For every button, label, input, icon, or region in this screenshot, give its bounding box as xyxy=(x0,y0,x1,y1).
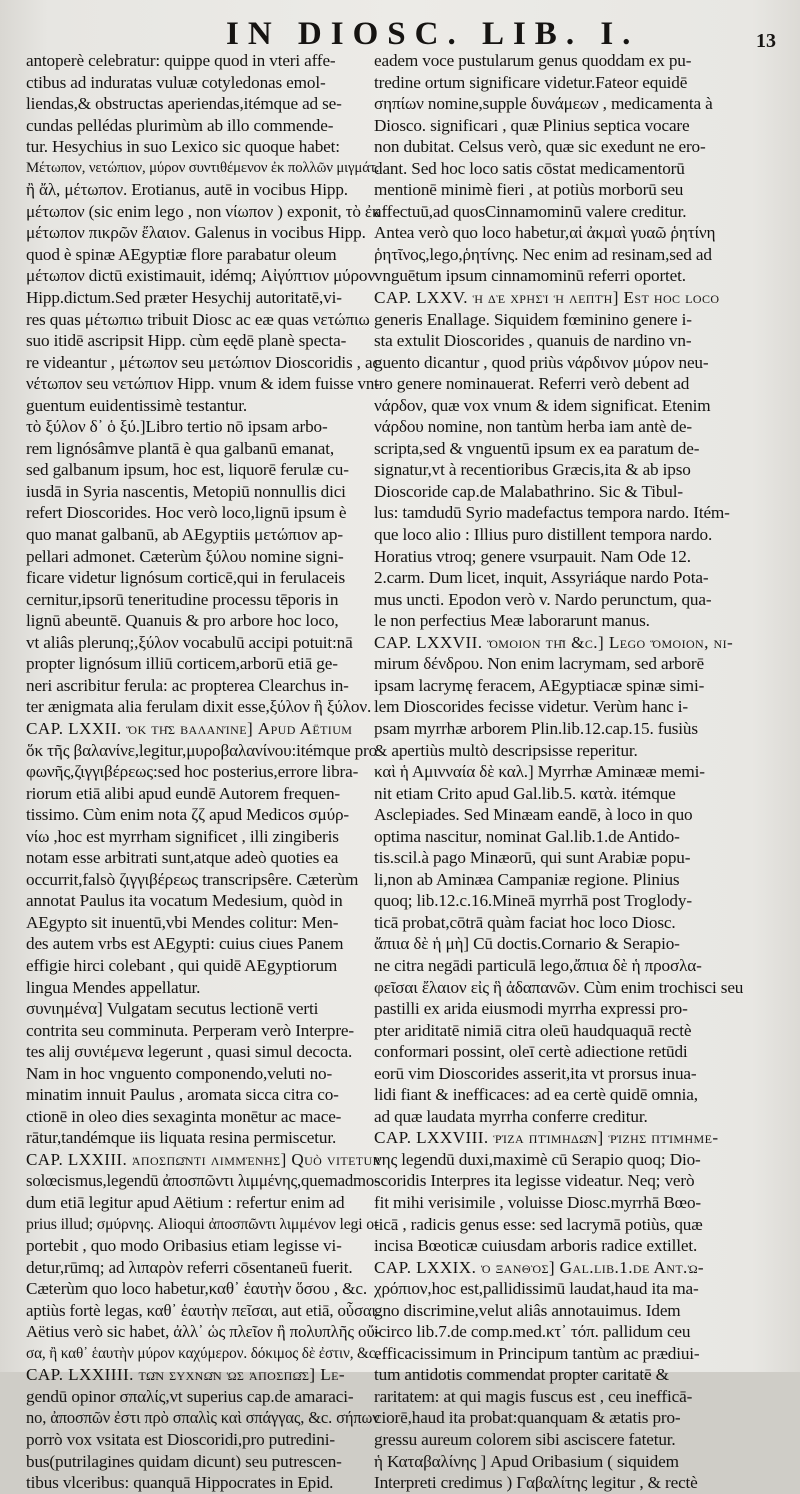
text-line: eorū vim Dioscorides asserit,ita vt prorsus inua- xyxy=(374,1063,697,1083)
text-line: Hipp.dictum.Sed præter Hesychij autoritatē,vi- xyxy=(26,288,342,308)
text-line: quod è spinæ AEgyptiæ flore parabatur oleum xyxy=(26,244,337,264)
text-line: ad quæ laudata myrrha conferre creditur. xyxy=(374,1106,648,1126)
text-line: quo manat galbanū, ab AEgyptiis μετώπιον ap- xyxy=(26,525,343,545)
text-line: AEgypto sit inuentū,vbi Mendes colitur: Men- xyxy=(26,912,339,932)
text-line: guentum euidentissimè testantur. xyxy=(26,395,247,415)
text-line: pter ariditatē nimiā citra oleū haudquaquā rectè xyxy=(374,1020,692,1040)
running-head: IN DIOSC. LIB. I. xyxy=(226,16,640,52)
text-line: porrò vox vsitata est Dioscoridi,pro putredini- xyxy=(26,1430,335,1449)
text-line: sed galbanum ipsum, hoc est, liquorē ferulæ cu- xyxy=(26,460,349,480)
text-line: ctionē in oleo dies sexaginta monētur ac mace- xyxy=(26,1106,342,1126)
page-number: 13 xyxy=(756,30,776,52)
text-line: Cæterùm quo loco habetur,καθ᾽ ἑαυτὴν ὅσου , &c. xyxy=(26,1279,367,1299)
text-line: CAP. LXXVII. ὅμοιον τῇ &c.] Lego ὅμοιον, ni- xyxy=(374,632,734,652)
text-line: νάρδον, quæ vox vnum & idem significat. Etenim xyxy=(374,395,711,415)
text-line: fit mihi verisimile , voluisse Diosc.myrrhā Bœo- xyxy=(374,1192,701,1212)
text-line: ter ænigmata alia ferulam dixit esse,ξύλον ἢ ξύλον. xyxy=(26,697,372,717)
text-line: 2.carm. Dum licet, inquit, Assyriáque nardo Pota- xyxy=(374,568,709,588)
text-line: conformari possint, oleī certè adiectione retūdi xyxy=(374,1042,688,1062)
text-line: CAP. LXXII. ὅκ τῆς βαλανίνε] Apud Aëtium xyxy=(26,718,353,738)
text-line: gendū opinor σπαλίς,vt superius cap.de amaraci- xyxy=(26,1386,354,1406)
text-line: re videantur , μέτωπον seu μετώπιον Dioscoridis , ac xyxy=(26,352,380,372)
text-line: pellari admonet. Cæterùm ξύλου nomine signi- xyxy=(26,546,344,566)
text-line: psam myrrhæ arborem Plin.lib.12.cap.15. fusiùs xyxy=(374,718,698,738)
text-line: cundas pellédas plurimùm ab illo commende- xyxy=(26,115,334,135)
text-line: συνιημένα] Vulgatam secutus lectionē verti xyxy=(26,999,319,1019)
text-line: no, ἀποσπῶν ἐστι πρὸ σπαλὶς καὶ σπάγγας, &c. σήπων xyxy=(26,1408,380,1428)
text-line: lingua Mendes appellatur. xyxy=(26,977,201,997)
text-line: mus uncti. Epodon verò v. Nardo perunctum, qua- xyxy=(374,589,712,609)
text-line: mentionē minimè fieri , at potiùs morborū seu xyxy=(374,180,684,200)
text-line: res quas μέτωπιω tribuit Diosc ac eæ quas νετώπιω xyxy=(26,309,370,329)
text-line: tes alij συνιέμενα legerunt , quasi simul decocta. xyxy=(26,1042,353,1062)
right-text-column xyxy=(374,50,788,1493)
text-line: suo itidē ascripsit Hipp. cùm eędē planè specta- xyxy=(26,331,347,351)
text-line: Diosco. significari , quæ Plinius septica vocare xyxy=(374,115,690,135)
text-line: lus: tamdudū Syrio madefactus tempora nardo. Itém- xyxy=(374,503,730,523)
text-line: mirum δένδρου. Non enim lacrymam, sed arborē xyxy=(374,654,704,674)
text-line: bus(putrilagines quidam dicunt) seu putrescen- xyxy=(26,1451,342,1471)
text-line: ἢ ἄλ, μέτωπον. Erotianus, autē in vocibus Hipp. xyxy=(26,180,348,200)
text-line: liendas,& obstructas aperiendas,itémque ad se- xyxy=(26,94,342,114)
text-line: portebit , quo modo Oribasius etiam legisse vi- xyxy=(26,1236,342,1256)
text-line: quoq; lib.12.c.16.Mineā myrrhā post Troglody- xyxy=(374,891,692,911)
text-line: pastilli ex arida eiusmodi myrrha expressi pro- xyxy=(374,999,688,1019)
text-line: Antea verò quo loco habetur,αἱ ἀκμαὶ γυαῶ ῥητίνη xyxy=(374,223,716,243)
text-line: li,non ab Aminæa Campaniæ regione. Plinius xyxy=(374,869,680,889)
text-line: rātur,tandémque iis liquata resina permiscetur. xyxy=(26,1128,337,1148)
text-line: CAP. LXXV. ἡ δὲ χρησὶ ἡ λεπτή] Est hoc loco xyxy=(374,288,720,308)
text-line: gressu aureum colorem sibi ascisc​ere fatetur. xyxy=(374,1430,676,1449)
text-line: Asclepiades. Sed Minæam eandē, à loco in quo xyxy=(374,805,693,825)
text-line: occurrit,falsò ζιγγιβέρεως transcripsêre. Cæterùm xyxy=(26,869,359,889)
text-line: optima nascitur, nominat Gal.lib.1.de Antido- xyxy=(374,826,680,846)
text-line: tis.scil.à pago Minæorū, qui sunt Arabiæ popu- xyxy=(374,848,691,868)
text-line: sta extulit Dioscorides , quanuis de nardino vn- xyxy=(374,331,692,351)
text-line: dant. Sed hoc loco satis cōstat medicamentorū xyxy=(374,158,685,178)
text-line: Interpreti credimus ) Γαβαλίτης legitur , & rectè xyxy=(374,1473,698,1493)
text-line: χρόπιον,hoc est,pallidissimū laudat,haud ita ma- xyxy=(374,1279,699,1299)
text-line: lidi fiant & inefficaces: ad ea certè quidē omnia, xyxy=(374,1085,698,1105)
text-line: CAP. LXXVIII. ῥίζα πτίμηδῶν] ῥίζης πτίμημε- xyxy=(374,1128,719,1148)
text-line: detur,rūmq; ad λιπαρὸν referri cōsentaneū fuerit. xyxy=(26,1257,353,1277)
text-line: ciorē,haud ita probat:quanquam & ætatis pro- xyxy=(374,1408,681,1428)
text-line: σα, ἢ καθ᾽ ἑαυτὴν μύρον καχύμερον. δόκιμος δὲ ἐστιν, &c. xyxy=(26,1344,380,1362)
text-line: καὶ ἡ Αμινναία δὲ καλ.] Myrrhæ Aminææ memi- xyxy=(374,762,705,782)
text-line: μέτωπον πικρῶν ἔλαιον. Galenus in vocibus Hipp. xyxy=(26,223,366,243)
text-line: raritatem: at qui magis fuscus est , ceu inefficā- xyxy=(374,1386,693,1406)
text-line: aptiùs fortè legas, καθ᾽ ἑαυτὴν πεῖσαι, aut etiā, οὗσαι. xyxy=(26,1300,381,1320)
text-line: contrita seu comminuta. Perperam verò Interpre- xyxy=(26,1020,354,1040)
text-line: propter lignósum illiū corticem,arborū etiā ge- xyxy=(26,654,338,674)
left-text-column xyxy=(26,50,382,1493)
text-line: μέτωπον (sic enim lego , non νίωπον ) exponit, τὸ ἐκ xyxy=(26,201,381,221)
text-line: guento dicantur , quod priùs νάρδινον μύρον neu- xyxy=(374,352,709,372)
text-line: tro genere nominauerat. Referri verò debent ad xyxy=(374,374,690,394)
text-line: neri ascribitur ferula: ac propterea Clearchus in- xyxy=(26,675,349,695)
text-line: annotat Paulus ita vocatum Medesium, quòd in xyxy=(26,891,343,911)
text-line: Μέτωπον, νετώπιον, μύρον συντιθέμενον ἐκ πολλῶν μιγμάτ. xyxy=(26,159,380,176)
text-line: minatim innuit Paulus , aromata sicca citra co- xyxy=(26,1085,339,1105)
text-line: lignū abeuntē. Quanuis & pro arbore hoc loco, xyxy=(26,611,339,631)
text-line: ticā , radicis genus esse: sed lacrymā potiùs, quæ xyxy=(374,1214,703,1234)
text-line: nit etiam Crito apud Gal.lib.5. κατὰ. itémque xyxy=(374,783,676,803)
text-line: ipsam lacrymę feracem, AEgyptiacæ spinæ simi- xyxy=(374,675,705,695)
text-line: ctibus ad induratas vuluæ cotyledonas emol- xyxy=(26,72,326,92)
text-line: ῥητῖνος,lego,ῥητίνης. Nec enim ad resinam,sed ad xyxy=(374,244,712,264)
text-line: efficacissimum in Principum tantùm ac prædiui- xyxy=(374,1343,700,1363)
text-line: le non perfectius Meæ laborarunt manus. xyxy=(374,611,650,631)
text-line: riorum etiā alibi apud eundē Autorem frequen- xyxy=(26,783,340,803)
text-line: tibus vlceribus: quanquā Hippocrates in Epid. xyxy=(26,1473,334,1493)
text-line: νης legendū duxi,maximè cū Serapio quoq; Dio- xyxy=(374,1149,701,1169)
text-line: φωνῆς,ζιγγιβέρεως:sed hoc posterius,errore libra- xyxy=(26,762,359,782)
text-line: iusdā in Syria nascentis, Metopiū nonnullis dici xyxy=(26,481,346,501)
text-line: non dubitat. Celsus verò, quæ sic exedunt ne ero- xyxy=(374,137,706,157)
text-line: Aëtius verò sic habet, ἀλλ᾽ ὡς πλεῖον ἢ πολυπλῆς οὔ- xyxy=(26,1322,381,1342)
text-line: notam esse arbitrati sunt,atque adeò quoties ea xyxy=(26,848,339,868)
text-line: Dioscoride cap.de Malabathrino. Sic & Tibul- xyxy=(374,481,683,501)
text-line: vnguētum ipsum cinnamominū referri oportet. xyxy=(374,266,686,286)
text-line: ne citra negādi particulā lego,ἄπιια δὲ ἡ προσλα- xyxy=(374,955,702,975)
text-line: generis Enallage. Siquidem fœminino genere i- xyxy=(374,309,692,329)
text-line: νέτωπον seu νετώπιον Hipp. vnum & idem fuisse vn- xyxy=(26,374,380,394)
text-line: & apertiùs multò descripsisse reperitur. xyxy=(374,740,638,760)
text-line: CAP. LXXIII. ἀποσπῶντι λιμμένης] Quò vitetur xyxy=(26,1149,382,1169)
text-line: tredine ortum significare videtur.Fateor equidē xyxy=(374,72,688,92)
text-line: CAP. LXXIIII. τῶν συχνῶν ὡς ἀποσπῶς] Le- xyxy=(26,1365,345,1385)
text-line: φεῖσαι ἔλαιον εἰς ἣ ἀδαπανῶν. Cùm enim trochisci seu xyxy=(374,977,744,997)
text-line: ticā probat,cōtrā quàm faciat hoc loco Diosc. xyxy=(374,912,676,932)
text-line: Horatius vtroq; genere vsurpauit. Nam Ode 12. xyxy=(374,546,691,566)
text-line: effigie hirci colebant , qui quidē AEgyptiorum xyxy=(26,955,338,975)
text-line: des autem vrbs est AEgypti: cuius ciues Panem xyxy=(26,934,344,954)
text-line: rem lignósâmve plantā è qua galbanū emanat, xyxy=(26,438,335,458)
text-line: eadem voce pustularum genus quoddam ex pu- xyxy=(374,51,692,70)
text-line: cernitur,ipsorū teneritudine processu tēporis in xyxy=(26,589,339,609)
text-line: signatur,vt à recentioribus Græcis,ita & ab ipso xyxy=(374,460,691,480)
text-line: tissimo. Cùm enim nota ζζ apud Medicos σμύρ- xyxy=(26,805,349,825)
text-line: νάρδου nomine, non tantùm herba iam antè de- xyxy=(374,417,692,437)
text-line: incisa Bœoticæ cuiusdam arboris radice extillet. xyxy=(374,1236,698,1256)
text-line: lem Dioscorides fecisse videtur. Verùm hanc i- xyxy=(374,697,689,717)
text-line: scoridis Interpres ita legisse videatur. Neq; verò xyxy=(374,1171,695,1191)
text-line: refert Dioscorides. Hoc verò loco,lignū ipsum è xyxy=(26,503,347,523)
text-line: CAP. LXXIX. ὁ ξανθὸς] Gal.lib.1.de Ant.ὡ- xyxy=(374,1257,705,1277)
text-line: tur. Hesychius in suo Lexico sic quoque habet: xyxy=(26,137,340,157)
text-line: affectuū,ad quosCinnamominū valere creditur. xyxy=(374,201,687,221)
text-line: gno discrimine,velut aliâs annotauimus. Idem xyxy=(374,1300,681,1320)
text-line: tum antidotis commendat propter caritatē & xyxy=(374,1365,669,1385)
text-line: prius illud; σμύρνης. Alioqui ἀποσπῶντι λιμμένον legi o- xyxy=(26,1215,380,1233)
text-line: vt aliâs plerunq;,ξύλον vocabulū accipi potuit:nā xyxy=(26,632,353,652)
text-line: νίω ,hoc est myrrham significet , illi zingiberis xyxy=(26,826,339,846)
text-line: ὅκ τῆς βαλανίνε,legitur,μυροβαλανίνου:itémque pro xyxy=(26,740,378,760)
text-line: dum etiā legitur apud Aëtium : refertur enim ad xyxy=(26,1192,345,1212)
text-line: solœcismus,legendū ἀποσπῶντι λιμμένης,quemadmo- xyxy=(26,1171,380,1191)
text-line: μέτωπον dictū existimauit, idémq; Αἰγύπτιον μύρον xyxy=(26,266,375,286)
text-line: τὸ ξύλον δ᾽ ὁ ξύ.]Libro tertio nō ipsam arbo- xyxy=(26,417,328,437)
text-line: ficare videtur lignósum corticē,qui in ferulaceis xyxy=(26,568,346,588)
text-line: icirco lib.7.de comp.med.κτ᾽ τόπ. pallidum ceu xyxy=(374,1322,691,1342)
text-line: Nam in hoc vnguento componendo,veluti no- xyxy=(26,1063,333,1083)
text-line: ἡ Καταβαλίνης ] Apud Oribasium ( siquidem xyxy=(374,1451,679,1471)
text-line: que loco alio : Illius puro distillent tempora nardo. xyxy=(374,525,713,545)
text-line: σηπίων nomine,supple δυνάμεων , medicamenta à xyxy=(374,94,713,114)
text-line: ἄπιια δὲ ἡ μὴ] Cū doctis.Cornario & Serapio- xyxy=(374,934,680,954)
text-line: scripta,sed & vnguentū ipsum ex ea paratum de- xyxy=(374,438,700,458)
text-line: antoperè celebratur: quippe quod in vteri affe- xyxy=(26,51,336,70)
